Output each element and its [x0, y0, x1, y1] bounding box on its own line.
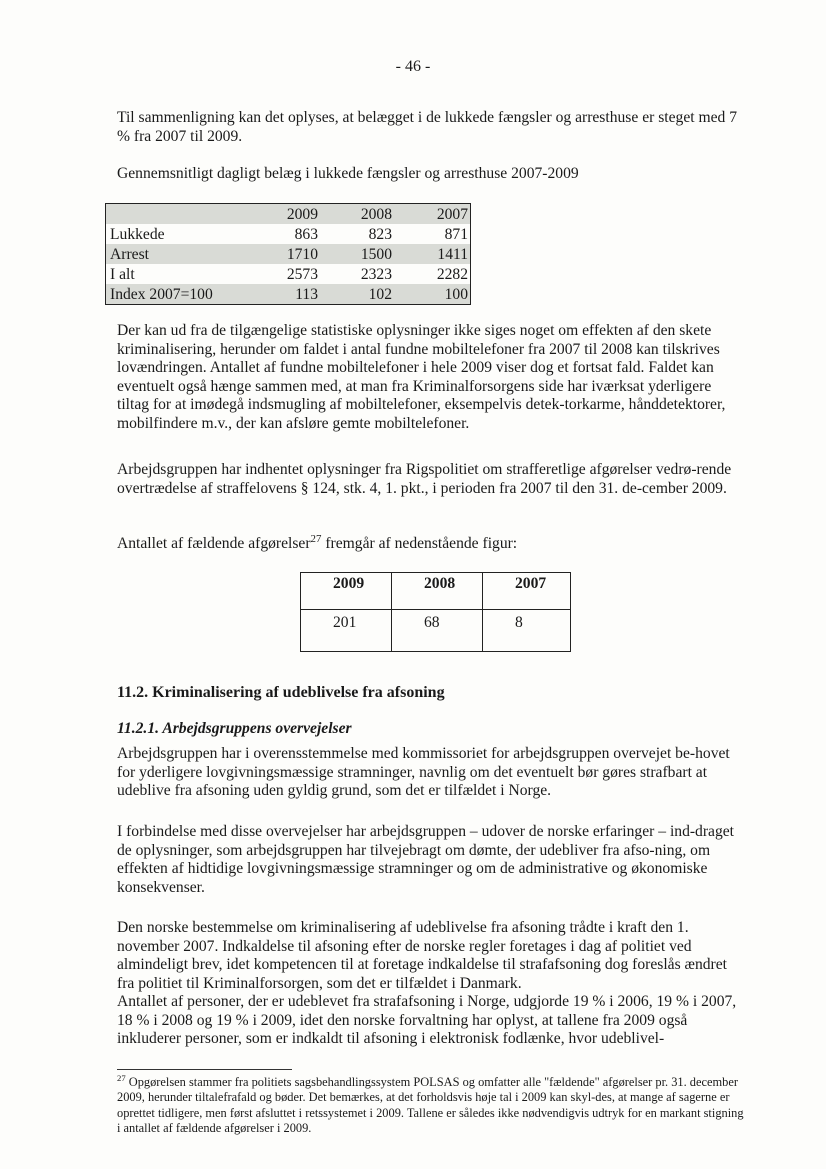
occupancy-header-2007: 2007 — [414, 204, 471, 225]
occupancy-row-total — [106, 264, 471, 284]
occupancy-row-label: Lukkede — [110, 225, 165, 243]
verdicts-header-2009: 2009 — [301, 573, 392, 610]
paragraph-rigspolitiet: Arbejdsgruppen har indhentet oplysninger fra Rigspolitiet om strafferetlige afgørelser vedrø-rende overtrædelse af straffelovens § 124, stk. 4, 1. pkt., i perioden fra 2007 til den 31. de-cember 2009. — [117, 461, 732, 497]
verdicts-value-row — [301, 610, 571, 652]
occupancy-cell: 2573 — [286, 265, 318, 283]
occupancy-row-lukkede — [106, 224, 471, 244]
verdicts-value-2008: 68 — [392, 610, 483, 652]
verdicts-header-2008: 2008 — [392, 573, 483, 610]
occupancy-header-2009: 2009 — [264, 204, 328, 225]
occupancy-cell: 102 — [328, 284, 414, 305]
occupancy-row-index — [106, 284, 471, 305]
occupancy-cell: 113 — [264, 284, 328, 305]
paragraph-verdicts-intro — [117, 532, 742, 554]
occupancy-row-label: I alt — [110, 265, 135, 283]
occupancy-row-arrest — [106, 244, 471, 264]
paragraph-norwegian-experience: I forbindelse med disse overvejelser har arbejdsgruppen – udover de norske erfaringer – ind-draget de oplysninger, som arbejdsgruppen har tilvejebragt om dømte, der udebliver fra afso-ning, om effekten af hidtidige lovgivningsmæssige stramninger og om de administrative og økonomiske konsekvenser. — [117, 823, 735, 896]
footnote-separator — [117, 1069, 292, 1070]
footnote — [117, 1072, 745, 1137]
occupancy-row-label: Index 2007=100 — [106, 284, 265, 305]
paragraph-norwegian-rule: Den norske bestemmelse om kriminalisering af udeblivelse fra afsoning trådte i kraft den 1. november 2007. Indkaldelse til afsoning efter de norske regler foretages i dag af politiet ved almindeligt brev, idet kompetencen til at foretage indkaldelse til strafafsoning dog foreslås ændret fra politiet til Kriminalforsorgen, som det er tilfældet i Danmark. — [117, 919, 727, 992]
verdicts-value-2009: 201 — [301, 610, 392, 652]
verdicts-table — [300, 572, 571, 652]
occupancy-cell: 2323 — [360, 265, 392, 283]
occupancy-cell: 100 — [414, 284, 471, 305]
occupancy-cell: 1411 — [414, 244, 471, 264]
paragraph-norwegian-figures: Antallet af personer, der er udeblevet fra strafafsoning i Norge, udgjorde 19 % i 2006, 19 % i 2007, 18 % i 2008 og 19 % i 2009, idet den norske forvaltning har oplyst, at tallene fra 2009 også inkluderer personer, som er indkaldt til afsoning i elektronisk fodlænke, hvor udeblivel- — [117, 993, 737, 1048]
occupancy-cell: 871 — [444, 225, 468, 243]
footnote-text: Opgørelsen stammer fra politiets sagsbehandlingssystem POLSAS og omfatter alle "fældende" afgørelser pr. 31. december 2009, herunder tiltalefrafald og bøder. Det bemærkes, at det forholdsvis høje tal i 2009 kan skyl-des, at mange af sagerne er oprettet tidligere, men først afsluttet i retssystemet i 2009. Tallene er således ikke nødvendigvis udtryk for en markant stigning i antallet af fældende afgørelser i 2009. — [117, 1075, 744, 1136]
occupancy-cell: 2282 — [436, 265, 468, 283]
verdicts-header-2007: 2007 — [483, 573, 571, 610]
occupancy-cell: 1500 — [328, 244, 414, 264]
footnote-reference: 27 — [310, 532, 322, 545]
occupancy-row-label: Arrest — [106, 244, 265, 264]
page-number: - 46 - — [395, 58, 431, 75]
occupancy-header-row — [106, 204, 471, 225]
verdicts-value-2007: 8 — [483, 610, 571, 652]
verdicts-intro-text-end: fremgår af nedenstående figur: — [321, 535, 518, 552]
verdicts-header-row — [301, 573, 571, 610]
occupancy-corner — [106, 204, 265, 225]
table-caption: Gennemsnitligt dagligt belæg i lukkede fængsler og arresthuse 2007-2009 — [117, 165, 579, 182]
footnote-marker: 27 — [117, 1072, 126, 1083]
occupancy-table — [105, 203, 471, 305]
paragraph-considerations: Arbejdsgruppen har i overensstemmelse med kommissoriet for arbejdsgruppen overvejet be-hovet for yderligere lovgivningsmæssige stramninger, navnlig om det eventuelt bør gøres strafbart at udeblive fra afsoning uden gyldig grund, som det er tilfældet i Norge. — [117, 745, 730, 800]
intro-comparison: Til sammenligning kan det oplyses, at belægget i de lukkede fængsler og arresthuse er steget med 7 % fra 2007 til 2009. — [117, 109, 738, 145]
section-heading: 11.2. Kriminalisering af udeblivelse fra afsoning — [117, 684, 445, 701]
occupancy-header-2008: 2008 — [328, 204, 414, 225]
occupancy-cell: 823 — [368, 225, 392, 243]
verdicts-intro-text: Antallet af fældende afgørelser — [117, 535, 311, 552]
section-subheading: 11.2.1. Arbejdsgruppens overvejelser — [117, 720, 352, 737]
paragraph-effect: Der kan ud fra de tilgængelige statistiske oplysninger ikke siges noget om effekten af den skete kriminalisering, herunder om faldet i antal fundne mobiltelefoner fra 2007 til 2008 kan tilskrives lovændringen. Antallet af fundne mobiltelefoner i hele 2009 viser dog et fortsat fald. Faldet kan eventuelt også hænge sammen med, at man fra Kriminalforsorgens side har iværksat yderligere tiltag for at imødegå indsmugling af mobiltelefoner, eksempelvis detek-torkarme, hånddetektorer, mobilfindere m.v., der kan afsløre gemte mobiltelefoner. — [117, 322, 726, 432]
occupancy-cell: 863 — [294, 225, 318, 243]
occupancy-cell: 1710 — [264, 244, 328, 264]
